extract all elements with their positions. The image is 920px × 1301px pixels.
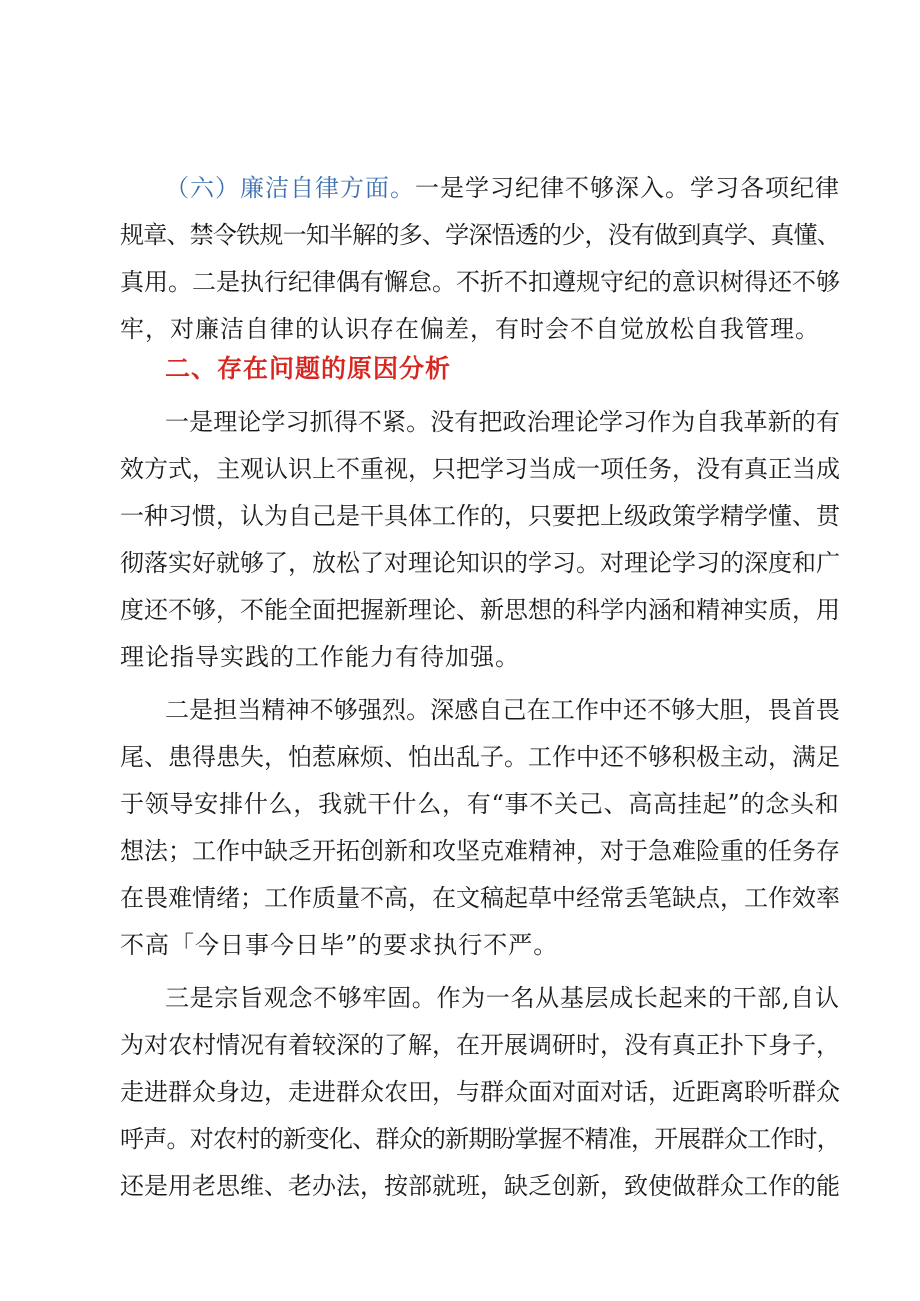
- para2-line: 不高「今日事今日毕”的要求执行不严。: [120, 931, 559, 959]
- para2-line: 尾、患得患失，怕惹麻烦、怕出乱子。工作中还不够积极主动，满足: [120, 743, 840, 771]
- para2-line: 二是担当精神不够强烈。深感自己在工作中还不够大胆，畏首畏: [165, 696, 840, 724]
- para3-line: 还是用老思维、老办法，按部就班，缺乏创新，致使做群众工作的能: [120, 1172, 840, 1200]
- para1-line: 一是理论学习抓得不紧。没有把政治理论学习作为自我革新的有: [165, 408, 840, 436]
- para1-line: 理论指导实践的工作能力有待加强。: [120, 643, 520, 671]
- section-heading-cause-analysis: 二、存在问题的原因分析: [165, 354, 452, 383]
- para2-line: 想法；工作中缺乏开拓创新和攻坚克难精神，对于急难险重的任务存: [120, 837, 840, 865]
- para3-line: 为对农村情况有着较深的了解，在开展调研时，没有真正扑下身子，: [120, 1031, 840, 1059]
- section6-line-2: 规章、禁令铁规一知半解的多、学深悟透的少，没有做到真学、真懂、: [120, 221, 840, 249]
- para3-line: 走进群众身边，走进群众农田，与群众面对面对话，近距离聆听群众: [120, 1078, 840, 1106]
- section6-label: （六）廉洁自律方面。: [165, 174, 415, 202]
- para3-line: 呼声。对农村的新变化、群众的新期盼掌握不精准，开展群众工作时，: [120, 1125, 840, 1153]
- para1-line: 一种习惯，认为自己是干具体工作的，只要把上级政策学精学懂、贯: [120, 502, 840, 530]
- para1-line: 度还不够，不能全面把握新理论、新思想的科学内涵和精神实质，用: [120, 596, 840, 624]
- section6-line-4: 牢，对廉洁自律的认识存在偏差，有时会不自觉放松自我管理。: [120, 315, 820, 343]
- para2-line: 在畏难情绪；工作质量不高，在文稿起草中经常丢笔缺点，工作效率: [120, 884, 840, 912]
- para2-line: 于领导安排什么，我就干什么，有“事不关己、高高挂起”的念头和: [120, 790, 840, 818]
- section6-line-3: 真用。二是执行纪律偶有懈怠。不折不扣遵规守纪的意识树得还不够: [120, 268, 840, 296]
- section6-line-1: [165, 173, 840, 203]
- para1-line: 效方式，主观认识上不重视，只把学习当成一项任务，没有真正当成: [120, 455, 840, 483]
- section6-line1-text: 一是学习纪律不够深入。学习各项纪律: [415, 174, 840, 202]
- para3-line: 三是宗旨观念不够牢固。作为一名从基层成长起来的干部,自认: [165, 984, 840, 1012]
- para1-line: 彻落实好就够了，放松了对理论知识的学习。对理论学习的深度和广: [120, 549, 840, 577]
